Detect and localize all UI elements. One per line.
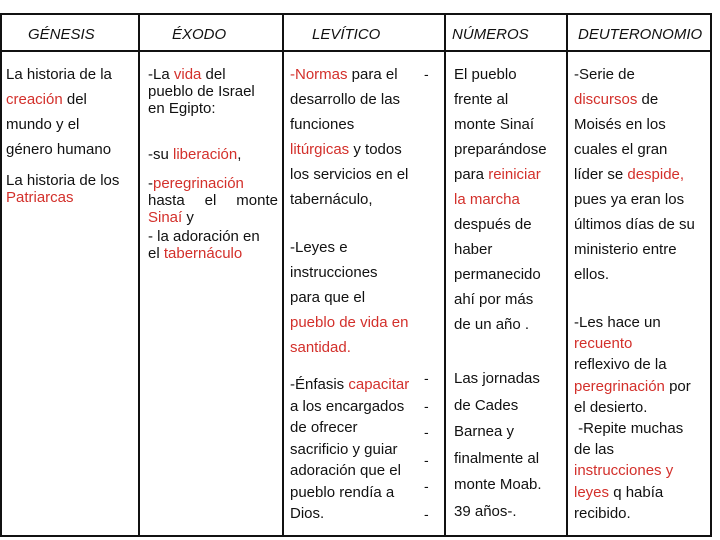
list-marker: - xyxy=(424,398,429,414)
list-marker: - xyxy=(424,424,429,440)
exodo-life-text: -La vida del pueblo de Israel en Egipto: xyxy=(148,66,255,117)
header-divider xyxy=(0,50,712,52)
genesis-patriarchs-text: La historia de los Patriarcas xyxy=(6,172,120,206)
levitico-laws-text: -Leyes e instrucciones para que el pueblo de vida en santidad. xyxy=(290,239,409,356)
list-marker: - xyxy=(424,66,429,82)
header-deuteronomio: DEUTERONOMIO xyxy=(578,26,703,43)
column-divider xyxy=(282,13,284,537)
list-marker: - xyxy=(424,478,429,494)
column-divider xyxy=(138,13,140,537)
numeros-journeys-text: Las jornadas de Cades Barnea y finalmente al monte Moab. 39 años-. xyxy=(454,370,542,520)
header-exodo: ÉXODO xyxy=(172,26,227,43)
list-marker: - xyxy=(424,506,429,522)
column-divider xyxy=(444,13,446,537)
deuteronomio-discourses-text: -Serie de discursos de Moisés en los cuales el gran líder se despide, pues ya eran los últimos días de su ministerio entre ellos. xyxy=(574,66,695,283)
numeros-sinai-text: El pueblo frente al monte Sinaí preparándose para reiniciar la marcha después de haber permanecido ahí por más de un año . xyxy=(454,66,547,333)
exodo-pilgrimage-text: -peregrinación hasta el monte Sinaí y xyxy=(148,175,278,226)
header-levitico: LEVÍTICO xyxy=(312,26,381,43)
list-marker: - xyxy=(424,452,429,468)
column-divider xyxy=(566,13,568,537)
exodo-worship-text: - la adoración en el tabernáculo xyxy=(148,228,260,262)
header-genesis: GÉNESIS xyxy=(28,26,95,43)
levitico-norms-text: -Normas para el desarrollo de las funciones litúrgicas y todos los servicios en el tabernáculo, xyxy=(290,66,409,208)
deuteronomio-recount-text: -Les hace un recuento reflexivo de la peregrinación por el desierto. -Repite muchas de las instrucciones y leyes q había recibido. xyxy=(574,314,691,522)
header-numeros: NÚMEROS xyxy=(452,26,529,43)
exodo-liberation-text: -su liberación, xyxy=(148,146,242,163)
list-marker: - xyxy=(424,370,429,386)
genesis-creation-text: La historia de la creación del mundo y el género humano xyxy=(6,66,112,158)
levitico-emphasis-text: -Énfasis capacitar a los encargados de ofrecer sacrificio y guiar adoración que el pueblo rendía a Dios. xyxy=(290,376,410,522)
